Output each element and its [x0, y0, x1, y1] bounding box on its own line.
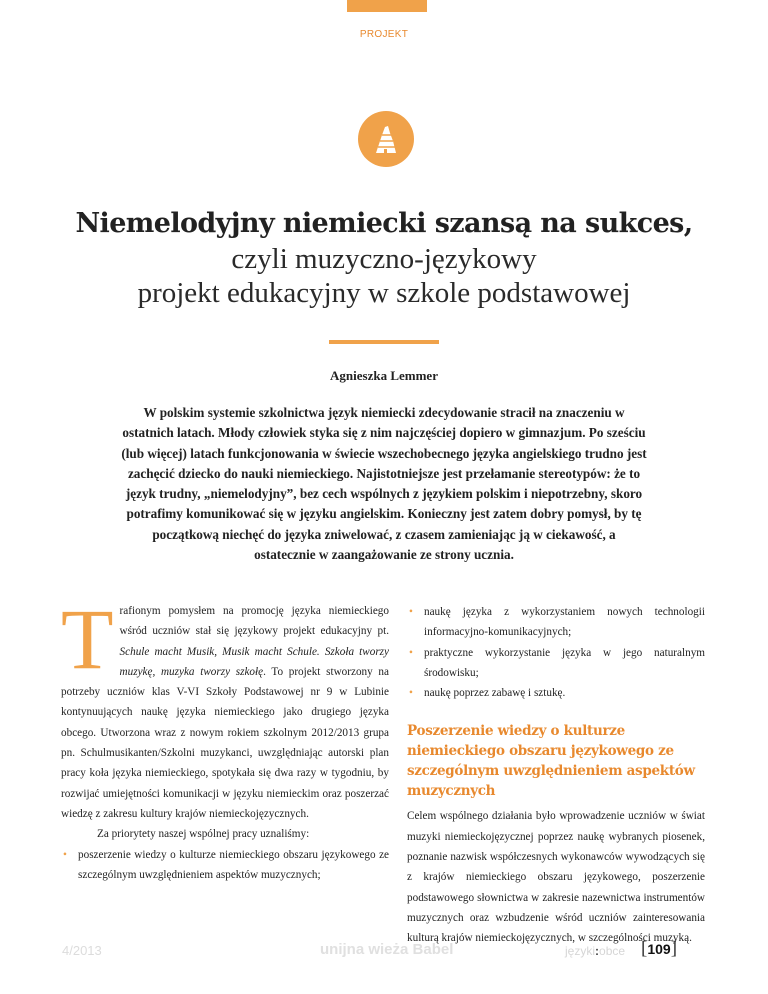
- magazine-logo: języki:obce: [565, 944, 626, 958]
- priorities-list-part-1: [61, 845, 389, 886]
- lead-paragraph: W polskim systemie szkolnictwa język niemiecki zdecydowanie stracił na znaczeniu w ostatnich latach. Młody człowiek styka się z nim najczęściej dopiero w gimnazjum. Po sześciu (lub więcej) latach funkcjonowania w świecie wszechobecnego języka angielskiego trudno jest zachęcić dziecko do nauki niemieckiego. Najistotniejsze jest przełamanie stereotypów: że to język trudny, „niemelodyjny”, bez cech wspólnych z językiem polskim i niepotrzebny, skoro potrafimy komunikować się w języku angielskim. Konieczny jest zatem dobry pomysł, by tę początkową niechęć do języka zniwelować, z czasem zamieniając ją w ciekawość, a ostatecznie w zaangażowanie ze strony ucznia.: [121, 405, 647, 563]
- left-column: [61, 591, 389, 885]
- priorities-intro: Za priorytety naszej wspólnej pracy uznaliśmy:: [97, 828, 310, 841]
- issue-number: 4/2013: [62, 943, 102, 958]
- publication-name: unijna wieża Babel: [320, 941, 454, 958]
- project-title-italic: Schule macht Musik, Musik macht Schule. Szkoła tworzy muzykę, muzyka tworzy szkołę: [119, 645, 389, 678]
- title-line-sub-1: czyli muzyczno-językowy: [231, 243, 537, 275]
- section-heading: Poszerzenie wiedzy o kulturze niemieckiego obszaru językowego ze szczególnym uwzględnieniem aspektów muzycznych: [407, 723, 695, 800]
- list-item: • praktyczne wykorzystanie języka w jego naturalnym środowisku;: [407, 643, 705, 684]
- bullet-icon: •: [63, 848, 67, 861]
- section-paragraph: Celem wspólnego działania było wprowadzenie uczniów w świat muzyki niemieckojęzycznej poprzez naukę wybranych piosenek, poznanie nazwisk współczesnych wykonawców wywodzących się z krajów niemieckiego obszaru językowego, poszerzenie podstawowego słownictwa w zakresie nazewnictwa instrumentów muzycznych oraz wzbudzenie wśród uczniów zainteresowania kulturą krajów niemieckojęzycznych, w szczególności muzyką.: [407, 810, 705, 945]
- intro-text-start: rafionym pomysłem na promocję języka niemieckiego wśród uczniów stał się językowy projekt edukacyjny pt.: [119, 605, 389, 638]
- article-title: [40, 206, 728, 310]
- author-name: Agnieszka Lemmer: [330, 368, 438, 383]
- top-accent-bar: [347, 0, 427, 12]
- bullet-icon: •: [409, 606, 413, 618]
- bullet-icon: •: [409, 687, 413, 700]
- bullet-icon: •: [409, 646, 413, 659]
- page-number: [109]: [641, 938, 678, 959]
- list-item: • poszerzenie wiedzy o kulturze niemieckiego obszaru językowego ze szczególnym uwzględnieniem aspektów muzycznych;: [61, 845, 389, 886]
- drop-cap: T: [61, 591, 114, 687]
- title-divider: [329, 340, 439, 344]
- intro-text-end: . To projekt stworzony na potrzeby uczniów klas V-VI Szkoły Podstawowej nr 9 w Lubinie kontynuujących naukę języka niemieckiego jako drugiego języka obcego. Utworzona wraz z nowym rokiem szkolnym 2012/2013 grupa pn. Schulmusikanten/Szkolni muzykanci, uwzględniając autorski plan pracy koła języka niemieckiego, spotykała się dwa razy w tygodniu, by rozwijać umiejętności komunikacji w języku niemieckim oraz poszerzać wiedzę z zakresu kultury krajów niemieckojęzycznych.: [61, 665, 389, 820]
- priorities-list-part-2: [407, 602, 705, 703]
- title-line-sub-2: projekt edukacyjny w szkole podstawowej: [137, 277, 631, 309]
- list-item: • naukę poprzez zabawę i sztukę.: [407, 683, 705, 703]
- list-item: • naukę języka z wykorzystaniem nowych technologii informacyjno-komunikacyjnych;: [407, 602, 705, 643]
- tower-of-babel-icon: [358, 111, 414, 167]
- right-column: [407, 602, 705, 949]
- title-line-main: Niemelodyjny niemiecki szansą na sukces,: [75, 208, 693, 239]
- section-label: PROJEKT: [359, 29, 409, 40]
